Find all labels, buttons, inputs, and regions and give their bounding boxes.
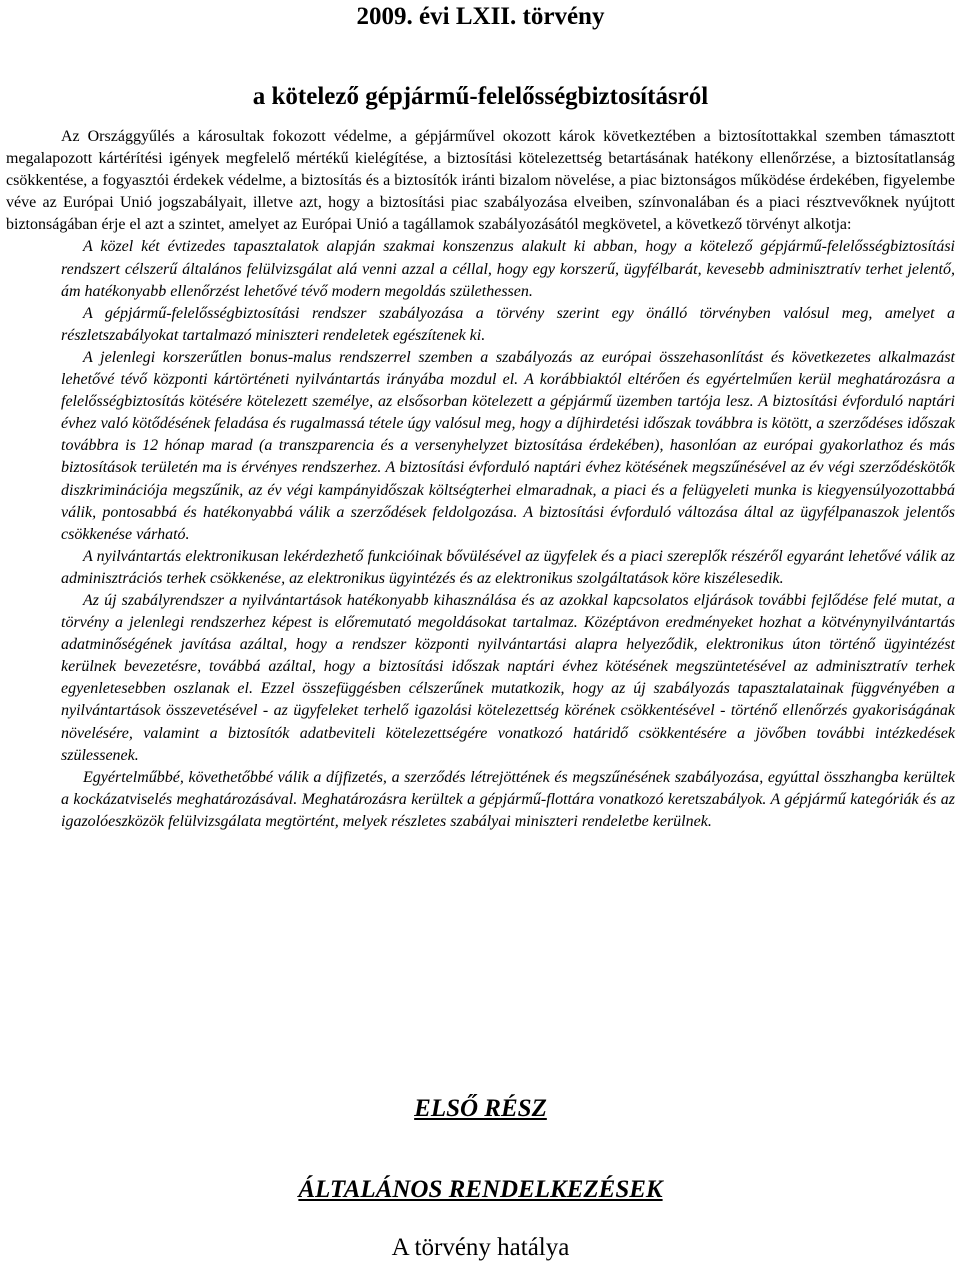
part-title: ELSŐ RÉSZ	[414, 1095, 547, 1122]
justification-block	[6, 236, 955, 833]
part-subtitle: ÁLTALÁNOS RENDELKEZÉSEK	[298, 1176, 663, 1203]
justification-paragraph: A közel két évtizedes tapasztalatok alapján szakmai konszenzus alakult ki abban, hogy a kötelező gépjármű-felelősségbiztosítási rendszert célszerű általános felülvizsgálat alá venni azzal a céllal, hogy egy korszerű, ügyfélbarát, kevesebb adminisztratív terhet jelentő, ám hatékonyabb ellenőrzést lehetővé tévő modern megoldás születhessen.	[61, 238, 955, 300]
justification-paragraph: Egyértelműbbé, követhetőbbé válik a díjfizetés, a szerződés létrejöttének és megszűnésének szabályozása, egyúttal összhangba kerültek a kockázatviselés meghatározásával. Meghatározásra kerültek a gépjármű-flottára vonatkozó keretszabályok. A gépjármű kategóriák és az igazolóeszközök felülvizsgálata megtörtént, melyek részletes szabályai miniszteri rendeletbe kerülnek.	[61, 768, 955, 830]
justification-paragraph: A jelenlegi korszerűtlen bonus-malus rendszerrel szemben a szabályozás az európai összehasonlítást és következetes alkalmazást lehetővé tévő központi kártörténeti nyilvántartás irányába mozdul el. A korábbiaktól eltérően és egyértelműen kerül meghatározásra a felelősségbiztosítás kötésére kötelezett személye, az elsősorban kötelezett a gépjármű üzemben tartója lesz. A biztosítási évforduló naptári évhez való kötődésének feladása és rugalmassá tétele úgy valósul meg, hogy a díjhirdetési időszak továbbra is kötött, a szerződéses időszak továbbra is 12 hónap marad (a transzparencia és a versenyhelyzet biztosítása érdekében), hasonlóan az európai gyakorlathoz és más biztosítások területén ma is érvényes rendszerhez. A biztosítási évforduló naptári évhez kötésének megszűnésével az év végi szerződéskötők diszkriminációja megszűnik, az év végi kampányidőszak költségterhei elmaradnak, a piaci és a felügyeleti munka is kiegyensúlyozottabbá válik, pontosabbá és hatékonyabbá válik a szerződések feldolgozása. A biztosítási évforduló változása által az ügyfélpanaszok jelentős csökkenése várható.	[61, 348, 955, 543]
preamble-paragraph: Az Országgyűlés a károsultak fokozott védelme, a gépjárművel okozott károk következtében a biztosítottakkal szemben támasztott megalapozott kártérítési igények megfelelő mértékű kielégítése, a biztosítási kötelezettség betartásának hatékony ellenőrzése, a biztosítatlanság csökkentése, a fogyasztói érdekek védelme, a biztosítás és a biztosítók iránti bizalom növelése, a piac biztonságos működése érdekében, figyelembe véve az Európai Unió jogszabályait, illetve azt, hogy a biztosítási piac szabályozása elveiben, színvonalában és a piaci résztvevőknek nyújtott biztonságában érje el azt a szintet, amelyet az Európai Unió a tagállamok szabályozásától megkövetel, a következő törvényt alkotja:	[6, 128, 955, 234]
justification-paragraph: A gépjármű-felelősségbiztosítási rendszer szabályozása a törvény szerint egy önálló törvényben valósul meg, amelyet a részletszabályokat tartalmazó miniszteri rendeletek egészítenek ki.	[61, 304, 955, 344]
document-body	[6, 126, 955, 833]
justification-paragraph: Az új szabályrendszer a nyilvántartások hatékonyabb kihasználása és az azokkal kapcsolatos eljárások további fejlődése felé mutat, a törvény a jelenlegi rendszerhez képest is előremutató megoldásokat tartalmaz. Középtávon eredményeket hozhat a kötvénynyilvántartás adatminőségének javítása azáltal, hogy a rendszer központi nyilvántartási alapra helyeződik, elektronikus úton történő ügyintézést kerülnek bevezetésre, továbbá azáltal, hogy a biztosítási időszak naptári évhez kötésének megszüntetésével az adminisztratív terhek egyenletesebben oszlanak el. Ezzel összefüggésben célszerűnek mutatkozik, hogy az új szabályozás tapasztalatainak függvényében a nyilvántartások összevetésével - az ügyfeleket terhelő igazolási kötelezettség körének csökkentésével - történő ellenőrzés gyakoriságának növelésére, valamint a biztosítók adatbeviteli kötelezettségére vonatkozó határidő csökkentésére a jövőben további intézkedések szülessenek.	[61, 591, 955, 764]
law-number: 2009. évi LXII. törvény	[356, 3, 605, 30]
law-title: a kötelező gépjármű-felelősségbiztosításról	[252, 83, 709, 110]
justification-paragraph: A nyilvántartás elektronikusan lekérdezhető funkcióinak bővülésével az ügyfelek és a piaci szereplők részéről egyaránt lehetővé válik az adminisztrációs terhek csökkenése, az elektronikus ügyintézés és az elektronikus szolgáltatások köre kiszélesedik.	[61, 547, 955, 587]
section-title: A törvény hatálya	[391, 1234, 570, 1261]
